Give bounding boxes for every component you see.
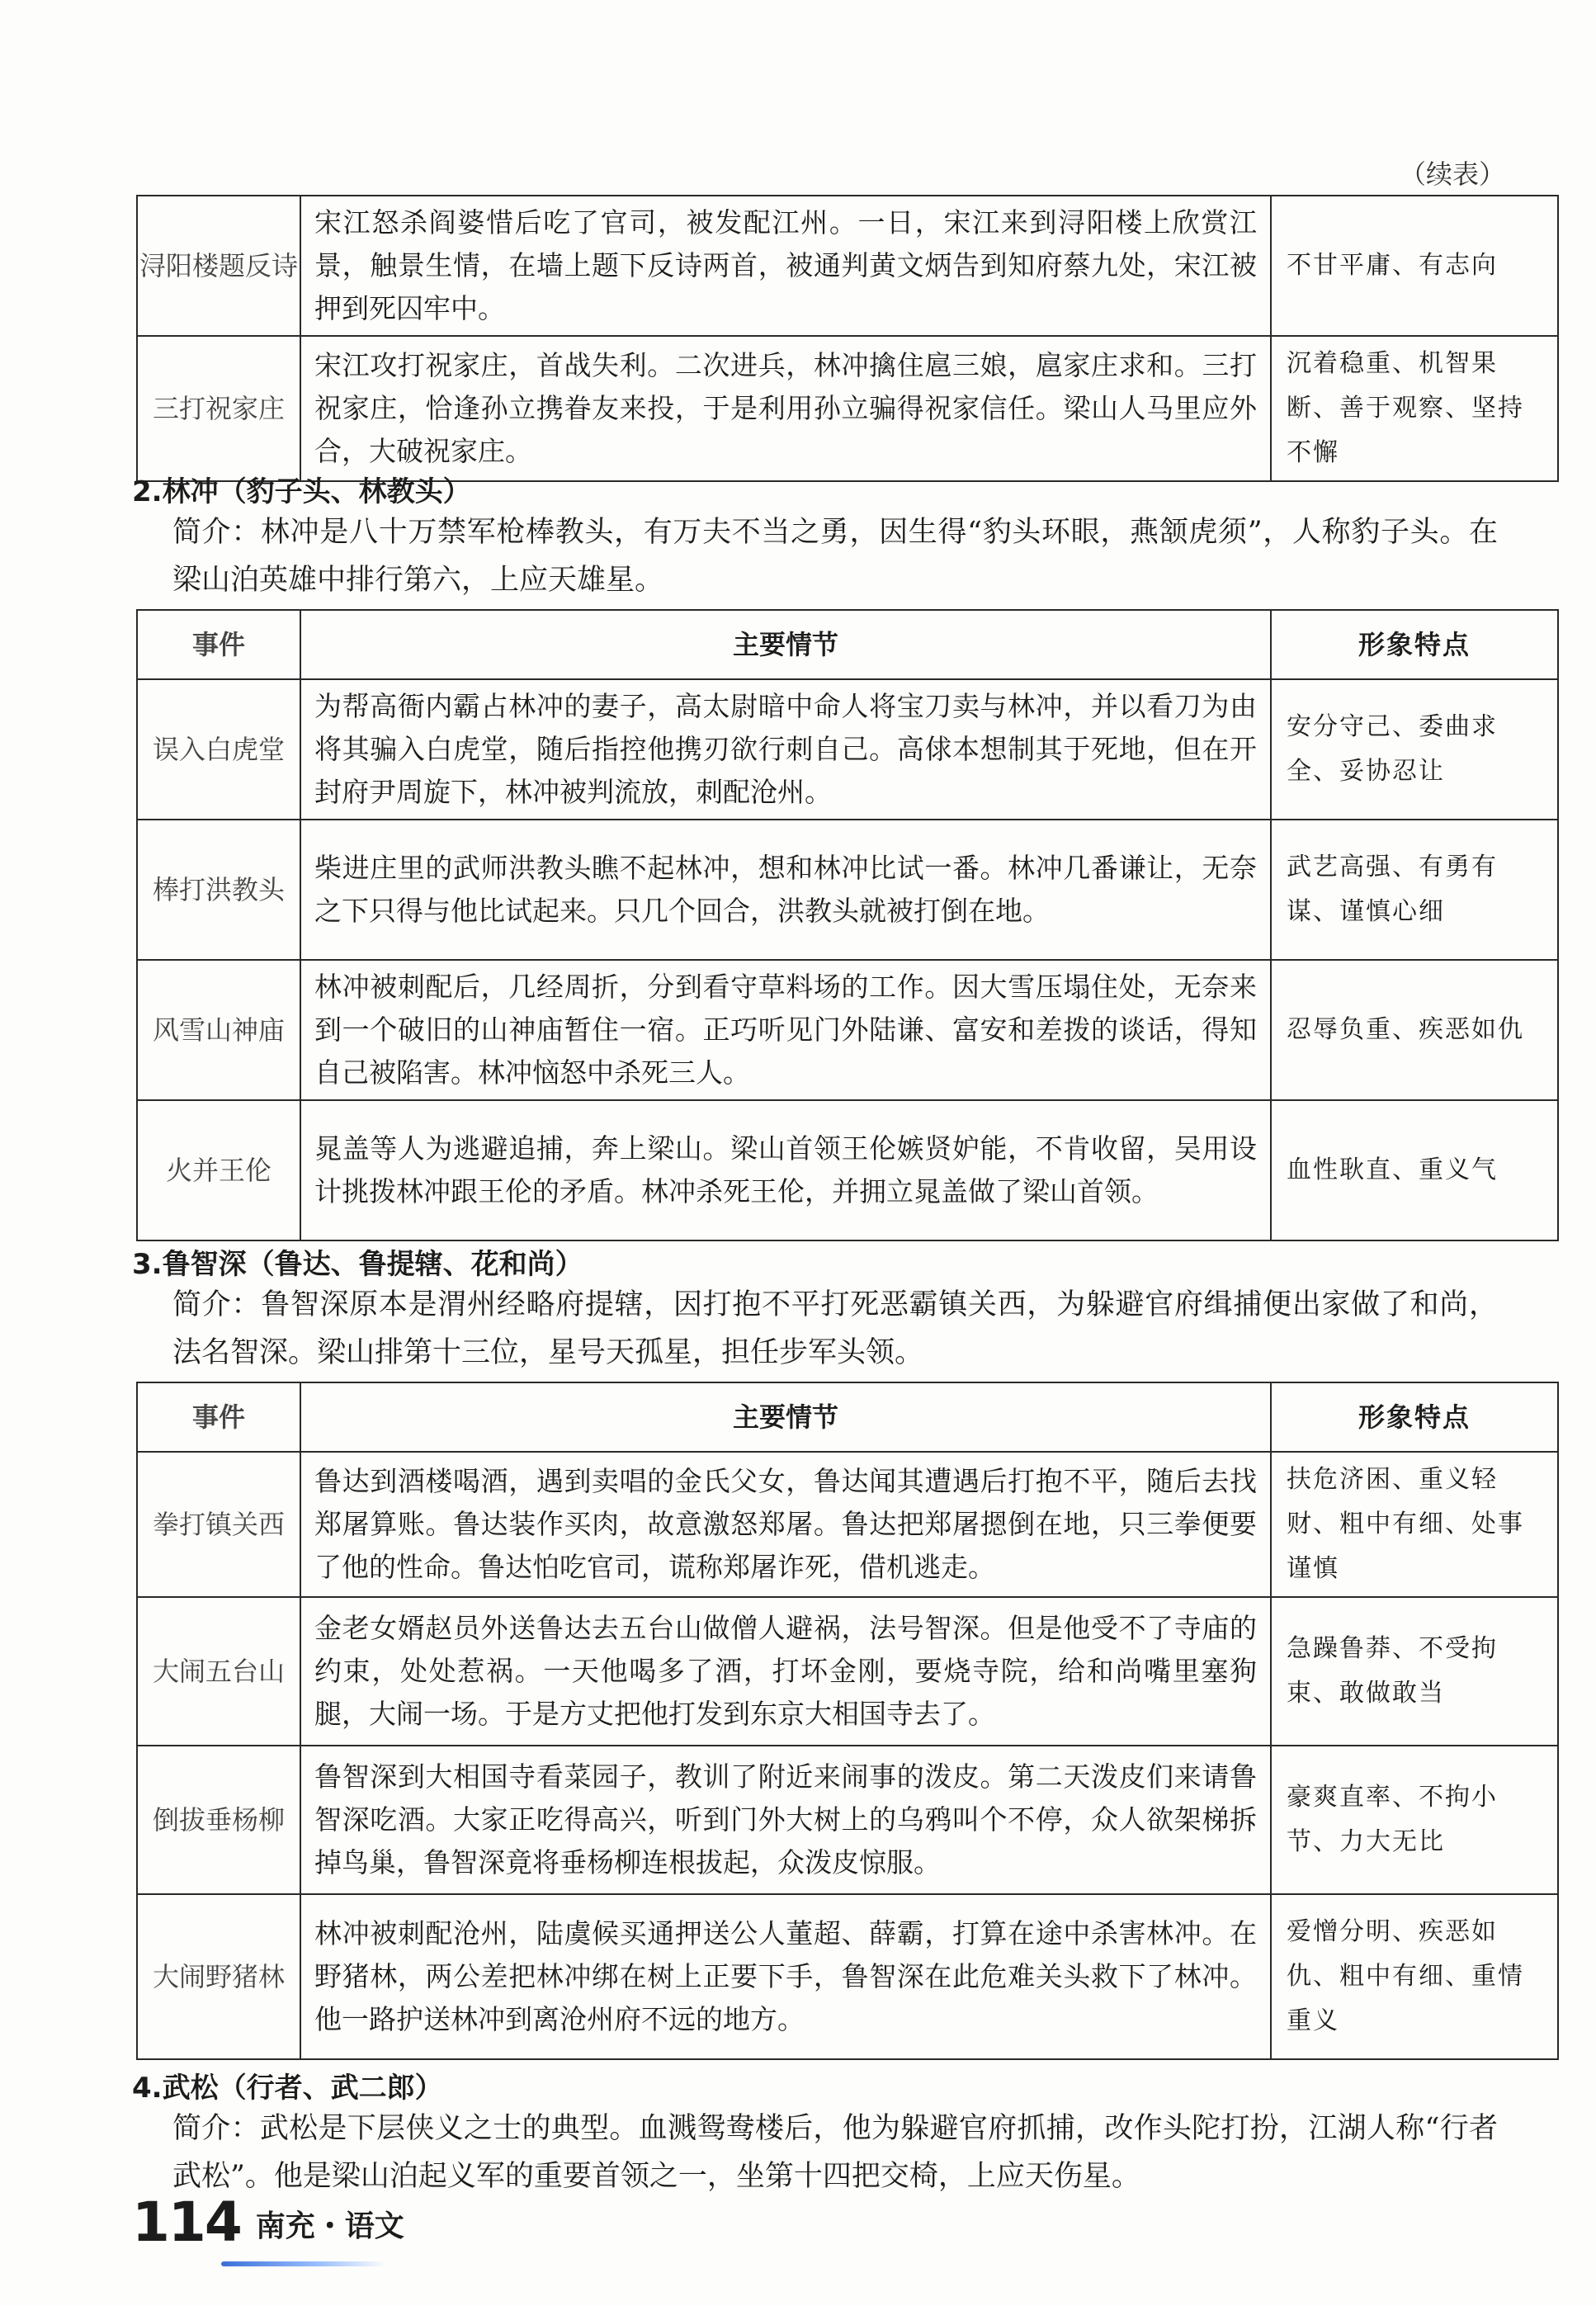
header-event: 事件 bbox=[137, 1382, 300, 1452]
section-title-wusong: 4.武松（行者、武二郎） bbox=[132, 2072, 443, 2105]
header-trait: 形象特点 bbox=[1271, 1382, 1558, 1452]
event-cell: 倒拔垂杨柳 bbox=[137, 1746, 300, 1894]
header-trait: 形象特点 bbox=[1271, 610, 1558, 679]
event-cell: 棒打洪教头 bbox=[137, 820, 300, 960]
continued-label: （续表） bbox=[1399, 158, 1505, 190]
event-cell: 拳打镇关西 bbox=[137, 1452, 300, 1597]
trait-cell: 不甘平庸、有志向 bbox=[1271, 196, 1558, 336]
trait-cell: 爱憎分明、疾恶如仇、粗中有细、重情重义 bbox=[1271, 1894, 1558, 2059]
plot-cell: 宋江怒杀阎婆惜后吃了官司，被发配江州。一日，宋江来到浔阳楼上欣赏江景，触景生情，在墙上题下反诗两首，被通判黄文炳告到知府蔡九处，宋江被押到死囚牢中。 bbox=[300, 196, 1271, 336]
event-cell: 火并王伦 bbox=[137, 1100, 300, 1240]
header-plot: 主要情节 bbox=[300, 610, 1271, 679]
section-title-linchong: 2.林冲（豹子头、林教头） bbox=[132, 475, 471, 508]
intro-text: 简介：武松是下层侠义之士的典型。血溅鸳鸯楼后，他为躲避官府抓捕，改作头陀打扮，江湖人称“行者武松”。他是梁山泊起义军的重要首领之一，坐第十四把交椅，上应天伤星。 bbox=[172, 2112, 1498, 2193]
table-row bbox=[137, 960, 1558, 1100]
event-cell: 三打祝家庄 bbox=[137, 336, 300, 481]
trait-cell: 武艺高强、有勇有谋、谨慎心细 bbox=[1271, 820, 1558, 960]
section-title-luzhishen: 3.鲁智深（鲁达、鲁提辖、花和尚） bbox=[132, 1248, 583, 1281]
plot-cell: 金老女婿赵员外送鲁达去五台山做僧人避祸，法号智深。但是他受不了寺庙的约束，处处惹祸。一天他喝多了酒，打坏金刚，要烧寺院，给和尚嘴里塞狗腿，大闹一场。于是方丈把他打发到东京大相国寺去了。 bbox=[300, 1597, 1271, 1746]
page-footer bbox=[132, 2190, 404, 2254]
plot-cell: 为帮高衙内霸占林冲的妻子，高太尉暗中命人将宝刀卖与林冲，并以看刀为由将其骗入白虎堂，随后指控他携刃欲行刺自己。高俅本想制其于死地，但在开封府尹周旋下，林冲被判流放，刺配沧州。 bbox=[300, 679, 1271, 820]
page-number: 114 bbox=[132, 2190, 241, 2254]
table-row bbox=[137, 679, 1558, 820]
plot-cell: 宋江攻打祝家庄，首战失利。二次进兵，林冲擒住扈三娘，扈家庄求和。三打祝家庄，恰逢孙立携眷友来投，于是利用孙立骗得祝家信任。梁山人马里应外合，大破祝家庄。 bbox=[300, 336, 1271, 481]
book-title: 南充・语文 bbox=[255, 2209, 404, 2243]
table-row bbox=[137, 1746, 1558, 1894]
table-luzhishen bbox=[136, 1382, 1559, 2060]
table-row bbox=[137, 1597, 1558, 1746]
footer-accent-line bbox=[221, 2261, 386, 2266]
table-songjiang-continued bbox=[136, 195, 1559, 482]
trait-cell: 安分守己、委曲求全、妥协忍让 bbox=[1271, 679, 1558, 820]
table-row bbox=[137, 820, 1558, 960]
trait-cell: 扶危济困、重义轻财、粗中有细、处事谨慎 bbox=[1271, 1452, 1558, 1597]
table-header-row bbox=[137, 1382, 1558, 1452]
plot-cell: 林冲被刺配后，几经周折，分到看守草料场的工作。因大雪压塌住处，无奈来到一个破旧的山神庙暂住一宿。正巧听见门外陆谦、富安和差拨的谈话，得知自己被陷害。林冲恼怒中杀死三人。 bbox=[300, 960, 1271, 1100]
intro-wusong bbox=[136, 2105, 1498, 2200]
event-cell: 浔阳楼题反诗 bbox=[137, 196, 300, 336]
table-row bbox=[137, 1452, 1558, 1597]
table-header-row bbox=[137, 610, 1558, 679]
event-cell: 误入白虎堂 bbox=[137, 679, 300, 820]
event-cell: 大闹五台山 bbox=[137, 1597, 300, 1746]
plot-cell: 鲁达到酒楼喝酒，遇到卖唱的金氏父女，鲁达闻其遭遇后打抱不平，随后去找郑屠算账。鲁达装作买肉，故意激怒郑屠。鲁达把郑屠摁倒在地，只三拳便要了他的性命。鲁达怕吃官司，谎称郑屠诈死，借机逃走。 bbox=[300, 1452, 1271, 1597]
table-row bbox=[137, 1100, 1558, 1240]
plot-cell: 晁盖等人为逃避追捕，奔上梁山。梁山首领王伦嫉贤妒能，不肯收留，吴用设计挑拨林冲跟王伦的矛盾。林冲杀死王伦，并拥立晁盖做了梁山首领。 bbox=[300, 1100, 1271, 1240]
intro-luzhishen bbox=[136, 1281, 1498, 1377]
trait-cell: 忍辱负重、疾恶如仇 bbox=[1271, 960, 1558, 1100]
plot-cell: 林冲被刺配沧州，陆虞候买通押送公人董超、薛霸，打算在途中杀害林冲。在野猪林，两公差把林冲绑在树上正要下手，鲁智深在此危难关头救下了林冲。他一路护送林冲到离沧州府不远的地方。 bbox=[300, 1894, 1271, 2059]
trait-cell: 沉着稳重、机智果断、善于观察、坚持不懈 bbox=[1271, 336, 1558, 481]
table-linchong bbox=[136, 609, 1559, 1241]
table-row bbox=[137, 196, 1558, 336]
table-row bbox=[137, 336, 1558, 481]
trait-cell: 豪爽直率、不拘小节、力大无比 bbox=[1271, 1746, 1558, 1894]
event-cell: 风雪山神庙 bbox=[137, 960, 300, 1100]
intro-text: 简介：林冲是八十万禁军枪棒教头，有万夫不当之勇，因生得“豹头环眼，燕颔虎须”，人称豹子头。在梁山泊英雄中排行第六，上应天雄星。 bbox=[172, 516, 1498, 597]
table-row bbox=[137, 1894, 1558, 2059]
plot-cell: 柴进庄里的武师洪教头瞧不起林冲，想和林冲比试一番。林冲几番谦让，无奈之下只得与他比试起来。只几个回合，洪教头就被打倒在地。 bbox=[300, 820, 1271, 960]
plot-cell: 鲁智深到大相国寺看菜园子，教训了附近来闹事的泼皮。第二天泼皮们来请鲁智深吃酒。大家正吃得高兴，听到门外大树上的乌鸦叫个不停，众人欲架梯拆掉鸟巢，鲁智深竟将垂杨柳连根拔起，众泼皮惊服。 bbox=[300, 1746, 1271, 1894]
trait-cell: 血性耿直、重义气 bbox=[1271, 1100, 1558, 1240]
trait-cell: 急躁鲁莽、不受拘束、敢做敢当 bbox=[1271, 1597, 1558, 1746]
intro-linchong bbox=[136, 508, 1498, 604]
event-cell: 大闹野猪林 bbox=[137, 1894, 300, 2059]
header-plot: 主要情节 bbox=[300, 1382, 1271, 1452]
intro-text: 简介：鲁智深原本是渭州经略府提辖，因打抱不平打死恶霸镇关西，为躲避官府缉捕便出家做了和尚，法名智深。梁山排第十三位，星号天孤星，担任步军头领。 bbox=[172, 1288, 1498, 1369]
header-event: 事件 bbox=[137, 610, 300, 679]
